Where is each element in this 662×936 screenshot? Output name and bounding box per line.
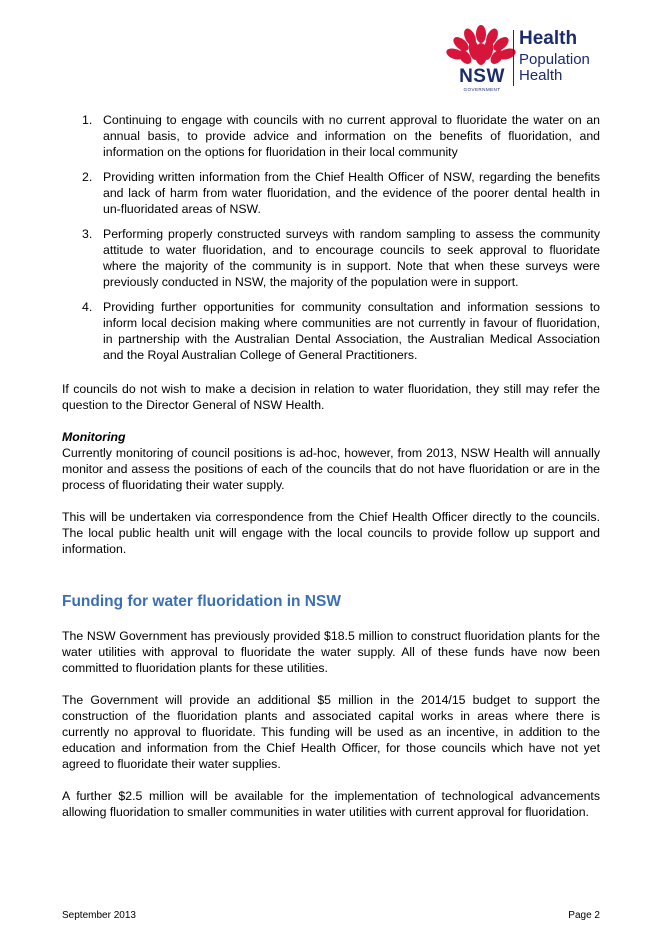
monitoring-heading: Monitoring [62,430,126,444]
numbered-list [62,112,600,363]
list-item [62,112,600,160]
footer-date: September 2013 [62,910,136,921]
logo-government: GOVERNMENT [463,87,501,92]
list-number: 4. [82,300,93,314]
list-text: Performing properly constructed surveys with random sampling to assess the community attitude to water fluoridation, and to encourage councils to seek approval to fluoridate where the majority of the community is in support. Note that when these surveys were previously conducted in NSW, the majority of the population were in support. [103,227,600,289]
logo-divider [513,30,514,86]
list-number: 2. [82,170,93,184]
list-text: Continuing to engage with councils with no current approval to fluoridate the water on an annual basis, to provide advice and information on the benefits of fluoridation, and information on the options for fluoridation in their local community [103,113,600,159]
funding-paragraph-3: A further $2.5 million will be available for the implementation of technological advancements allowing fluoridation to smaller communities in water utilities with current approval for fluoridation. [62,789,600,819]
logo-subtitle-line1: Population [519,51,590,68]
list-text: Providing further opportunities for community consultation and information sessions to inform local decision making where communities are not currently in favour of fluoridation, in partnership with the Australian Dental Association, the Australian Medical Association and the Royal Australian College of General Practitioners. [103,300,600,362]
funding-paragraph-2: The Government will provide an additional $5 million in the 2014/15 budget to support the construction of the fluoridation plants and associated capital works in areas where there is currently no approval to fluoridate. This funding will be used as an incentive, in addition to the education and information from the Chief Health Officer, for those councils which have not yet agreed to fluoridate their water supplies. [62,693,600,771]
monitoring-paragraph-2: This will be undertaken via correspondence from the Chief Health Officer directly to the councils. The local public health unit will engage with the local councils to provide follow up support and information. [62,510,600,556]
list-item [62,169,600,217]
list-number: 3. [82,227,93,241]
nsw-health-logo [446,24,606,92]
list-item [62,299,600,363]
footer-page-number: Page 2 [568,910,600,921]
funding-heading: Funding for water fluoridation in NSW [62,593,341,610]
document-body [62,112,600,836]
waratah-flower-icon [446,24,516,72]
list-text: Providing written information from the Chief Health Officer of NSW, regarding the benefits and lack of harm from water fluoridation, and the evidence of the poorer dental health in un-fluoridated areas of NSW. [103,170,600,216]
monitoring-paragraph-1: Currently monitoring of council positions is ad-hoc, however, from 2013, NSW Health will annually monitor and assess the positions of each of the councils that do not have fluoridation or are in the process of fluoridating their water supply. [62,446,600,492]
councils-paragraph: If councils do not wish to make a decision in relation to water fluoridation, they still may refer the question to the Director General of NSW Health. [62,382,600,412]
logo-subtitle-line2: Health [519,67,563,84]
list-number: 1. [82,113,93,127]
list-item [62,226,600,290]
logo-title: Health [519,28,578,49]
logo-wordmark: NSW [459,66,505,87]
funding-paragraph-1: The NSW Government has previously provided $18.5 million to construct fluoridation plants for the water utilities with approval to fluoridate the water supply. All of these funds have now been committed to fluoridation plants for these utilities. [62,629,600,675]
